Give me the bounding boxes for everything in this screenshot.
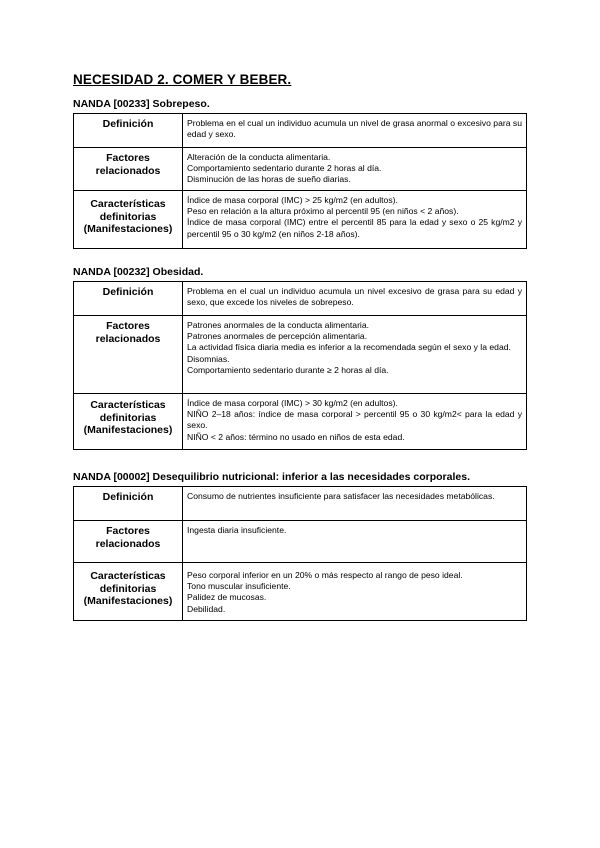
table-row	[74, 114, 527, 148]
content-line: Comportamiento sedentario durante 2 horas al día.	[187, 163, 382, 174]
content-line: Índice de masa corporal (IMC) > 25 kg/m2 (en adultos).	[187, 195, 398, 205]
content-line: NIÑO < 2 años: término no usado en niños de esta edad.	[187, 431, 405, 442]
table-row	[74, 191, 527, 249]
content-line: Debilidad.	[187, 603, 226, 614]
table-row	[74, 282, 527, 316]
row-content	[183, 114, 527, 148]
table-row	[74, 316, 527, 394]
content-line: La actividad física diaria media es inferior a la recomendada según el sexo y la edad.	[187, 342, 511, 353]
content-line: Disomnias.	[187, 353, 230, 364]
table-row	[74, 148, 527, 191]
row-content	[183, 282, 527, 316]
section-heading-desequilibrio: NANDA [00002] Desequilibrio nutricional: inferior a las necesidades corporales.	[73, 471, 470, 483]
content-line: Patrones anormales de la conducta alimentaria.	[187, 320, 370, 330]
content-line: Comportamiento sedentario durante ≥ 2 horas al día.	[187, 364, 389, 375]
row-label: Características definitorias (Manifestaciones)	[74, 563, 183, 621]
row-label: Definición	[74, 282, 183, 316]
content-line: Disminución de las horas de sueño diarias.	[187, 174, 351, 185]
row-label: Factores relacionados	[74, 316, 183, 394]
table-sobrepeso	[73, 113, 527, 249]
content-line: Peso corporal inferior en un 20% o más respecto al rango de peso ideal.	[187, 570, 463, 580]
content-line: Índice de masa corporal (IMC) > 30 kg/m2 (en adultos).	[187, 398, 398, 408]
row-content	[183, 521, 527, 563]
content-line: Alteración de la conducta alimentaria.	[187, 152, 331, 162]
row-label: Factores relacionados	[74, 148, 183, 191]
content-line: Patrones anormales de percepción alimentaria.	[187, 331, 368, 342]
table-desequilibrio	[73, 486, 527, 621]
content-line: Índice de masa corporal (IMC) entre el percentil 85 para la edad y sexo o 25 kg/m2 y percentil 95 o 30 kg/m2 (en niños 2-18 años).	[187, 217, 522, 239]
row-content	[183, 487, 527, 521]
row-label: Factores relacionados	[74, 521, 183, 563]
table-row	[74, 487, 527, 521]
row-label: Características definitorias (Manifestaciones)	[74, 191, 183, 249]
table-row	[74, 521, 527, 563]
row-content	[183, 563, 527, 621]
section-heading-obesidad: NANDA [00232] Obesidad.	[73, 266, 204, 278]
table-row	[74, 394, 527, 450]
row-label: Características definitorias (Manifestaciones)	[74, 394, 183, 450]
content-line: Consumo de nutrientes insuficiente para satisfacer las necesidades metabólicas.	[187, 491, 495, 501]
content-line: NIÑO 2–18 años: índice de masa corporal > percentil 95 o 30 kg/m2< para la edad y sexo.	[187, 409, 522, 431]
content-line: Problema en el cual un individuo acumula un nivel excesivo de grasa para su edad y sexo, que excede los niveles de sobrepeso.	[187, 286, 522, 308]
row-content	[183, 316, 527, 394]
table-row	[74, 563, 527, 621]
row-content	[183, 191, 527, 249]
row-content	[183, 394, 527, 450]
content-line: Palidez de mucosas.	[187, 592, 267, 603]
page-title: NECESIDAD 2. COMER Y BEBER.	[73, 72, 292, 87]
row-label: Definición	[74, 114, 183, 148]
table-obesidad	[73, 281, 527, 450]
row-label: Definición	[74, 487, 183, 521]
content-line: Ingesta diaria insuficiente.	[187, 525, 287, 535]
row-content	[183, 148, 527, 191]
section-heading-sobrepeso: NANDA [00233] Sobrepeso.	[73, 98, 210, 110]
content-line: Problema en el cual un individuo acumula un nivel de grasa anormal o excesivo para su edad y sexo.	[187, 118, 522, 140]
content-line: Tono muscular insuficiente.	[187, 581, 291, 592]
content-line: Peso en relación a la altura próximo al percentil 95 (en niños < 2 años).	[187, 206, 459, 217]
